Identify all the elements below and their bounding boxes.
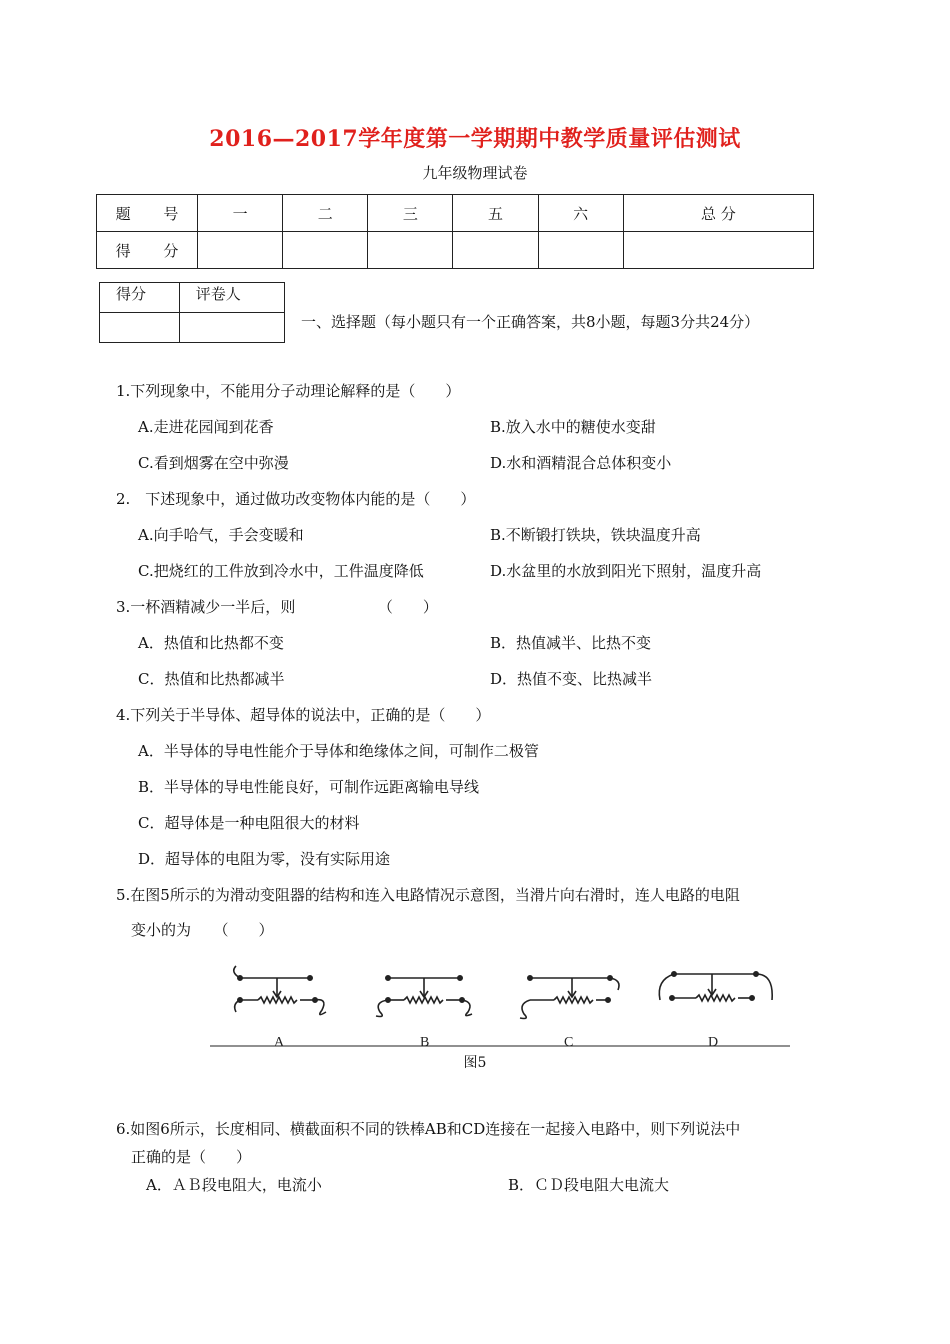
figure-label-a: A — [274, 1035, 285, 1050]
score-table — [96, 194, 814, 269]
col-2: 二 — [283, 195, 368, 232]
col-5: 五 — [453, 195, 538, 232]
header-label: 题 号 — [97, 195, 198, 232]
question-1-option-b: B.放入水中的糖使水变甜 — [490, 418, 656, 436]
question-2-option-d: D.水盆里的水放到阳光下照射，温度升高 — [490, 562, 762, 580]
figure-label-c: C — [564, 1035, 574, 1050]
grader-name-cell — [179, 313, 284, 343]
question-3-option-b: B．热值减半、比热不变 — [490, 634, 652, 652]
question-4-option-b: B．半导体的导电性能良好，可制作远距离输电导线 — [138, 778, 480, 796]
score-cell — [623, 232, 813, 269]
score-value-row — [97, 232, 814, 269]
question-2-option-c: C.把烧红的工件放到冷水中，工件温度降低 — [138, 562, 424, 580]
question-1-option-c: C.看到烟雾在空中弥漫 — [138, 454, 289, 472]
question-5-stem-cont: 变小的为 （ ） — [131, 921, 274, 939]
question-3-stem: 3.一杯酒精减少一半后，则 （ ） — [116, 598, 438, 616]
question-6-stem-cont: 正确的是（ ） — [131, 1148, 252, 1166]
rheostat-c-diagram — [520, 976, 619, 1019]
col-6: 六 — [538, 195, 623, 232]
row-label: 得 分 — [97, 232, 198, 269]
question-6-stem: 6.如图6所示，长度相同、横截面积不同的铁棒AB和CD连接在一起接入电路中，则下列说法中 — [116, 1120, 741, 1138]
rheostat-a-diagram — [234, 966, 326, 1015]
question-2-stem: 2. 下述现象中，通过做功改变物体内能的是（ ） — [116, 490, 476, 508]
question-4-option-d: D．超导体的电阻为零，没有实际用途 — [138, 850, 391, 868]
question-2-option-a: A.向手哈气，手会变暖和 — [138, 526, 304, 544]
col-total: 总 分 — [623, 195, 813, 232]
figure-5-caption: 图5 — [463, 1055, 487, 1071]
question-3-option-d: D．热值不变、比热减半 — [490, 670, 653, 688]
question-3-option-c: C．热值和比热都减半 — [138, 670, 285, 688]
score-cell — [453, 232, 538, 269]
col-1: 一 — [198, 195, 283, 232]
figure-label-d: D — [708, 1035, 719, 1050]
question-6-option-a: A．ＡＢ段电阻大，电流小 — [146, 1176, 322, 1194]
section-heading: 一、选择题（每小题只有一个正确答案，共8小题，每题3分共24分） — [301, 313, 760, 331]
question-6-option-b: B．ＣＤ段电阻大电流大 — [508, 1176, 670, 1194]
grader-score-label: 得分 — [100, 283, 180, 313]
score-cell — [198, 232, 283, 269]
grader-table — [99, 282, 285, 343]
question-1-stem: 1.下列现象中，不能用分子动理论解释的是（ ） — [116, 382, 461, 400]
exam-subtitle: 九年级物理试卷 — [422, 164, 528, 182]
col-3: 三 — [368, 195, 453, 232]
question-2-option-b: B.不断锻打铁块，铁块温度升高 — [490, 526, 701, 544]
rheostat-b-diagram — [376, 976, 472, 1017]
question-5-stem: 5.在图5所示的为滑动变阻器的结构和连入电路情况示意图，当滑片向右滑时，连人电路的电阻 — [116, 886, 740, 904]
question-4-option-c: C．超导体是一种电阻很大的材料 — [138, 814, 360, 832]
question-4-stem: 4.下列关于半导体、超导体的说法中，正确的是（ ） — [116, 706, 491, 724]
question-4-option-a: A．半导体的导电性能介于导体和绝缘体之间，可制作二极管 — [138, 742, 539, 760]
score-cell — [368, 232, 453, 269]
question-1-option-d: D.水和酒精混合总体积变小 — [490, 454, 672, 472]
score-cell — [538, 232, 623, 269]
question-3-option-a: A．热值和比热都不变 — [138, 634, 284, 652]
rheostat-d-diagram — [659, 972, 772, 1001]
grader-score-cell — [100, 313, 180, 343]
grader-name-label: 评卷人 — [179, 283, 284, 313]
score-header-row — [97, 195, 814, 232]
question-1-option-a: A.走进花园闻到花香 — [138, 418, 274, 436]
score-cell — [283, 232, 368, 269]
figure-label-b: B — [420, 1035, 430, 1050]
exam-title: 2016—2017学年度第一学期期中教学质量评估测试 — [209, 126, 741, 152]
